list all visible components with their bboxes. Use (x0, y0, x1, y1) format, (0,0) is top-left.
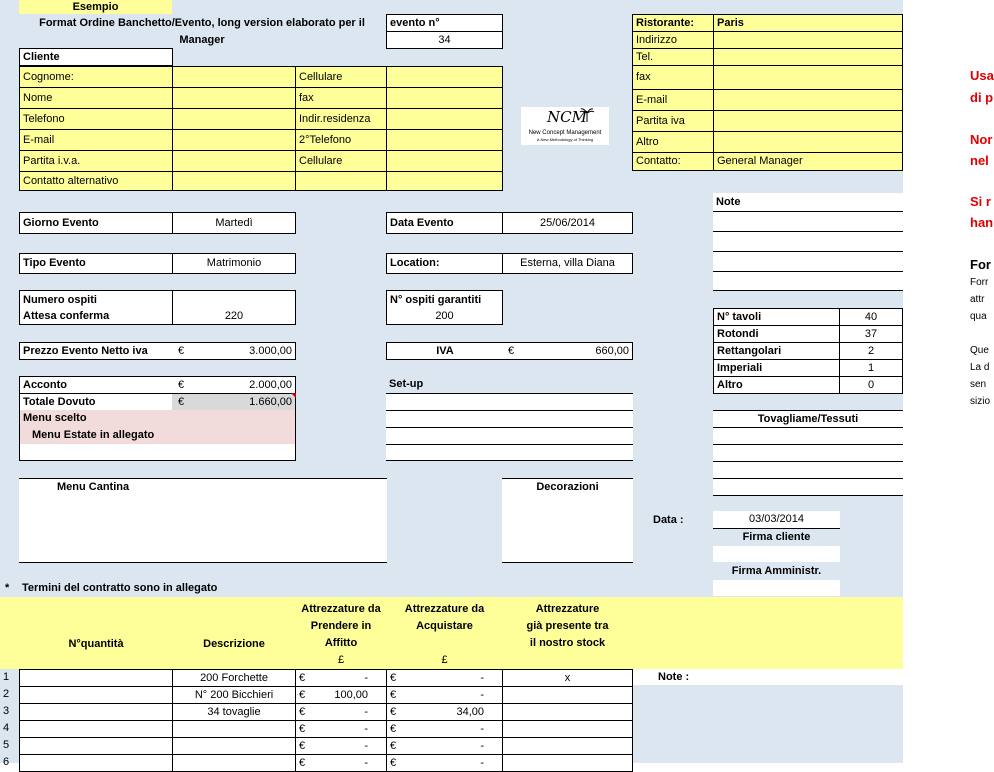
equipment-rent-pound: £ (337, 654, 345, 666)
notes-line[interactable] (713, 271, 903, 291)
linens-line[interactable] (713, 461, 903, 478)
deposit-label: Acconto (19, 376, 173, 394)
client-heading: Cliente (19, 48, 173, 66)
row-number: 1 (3, 671, 10, 683)
buy-amount[interactable]: - (403, 754, 503, 772)
deposit-currency: € (172, 376, 202, 394)
event-number-value[interactable]: 34 (386, 31, 503, 49)
setup-line[interactable] (386, 393, 633, 410)
pending-value[interactable]: 220 (172, 308, 296, 325)
quantity-cell[interactable] (19, 720, 173, 738)
tables-imperial-value[interactable]: 1 (839, 359, 903, 377)
contact-label: Contatto: (632, 152, 714, 171)
address-label: Indirizzo (632, 31, 714, 49)
guaranteed-value[interactable]: 200 (386, 308, 503, 325)
menu-chosen-extra[interactable] (172, 410, 296, 428)
net-price-currency: € (172, 342, 202, 360)
total-due-label: Totale Dovuto (19, 393, 173, 411)
rent-amount[interactable]: - (312, 737, 387, 755)
setup-line[interactable] (386, 444, 633, 461)
email-label: E-mail (632, 89, 714, 111)
title-line2: Manager (179, 34, 225, 46)
palm-icon (579, 108, 595, 122)
rent-currency[interactable]: € (295, 686, 313, 704)
net-price-label: Prezzo Evento Netto iva (19, 342, 173, 360)
client-phone-value[interactable] (172, 108, 296, 130)
setup-line[interactable] (386, 410, 633, 427)
notes-line[interactable] (713, 211, 903, 231)
rent-amount[interactable]: - (312, 703, 387, 721)
decorations-line[interactable] (502, 495, 633, 512)
event-number-label: evento n° (386, 14, 503, 32)
quantity-cell[interactable] (19, 686, 173, 704)
event-day-value[interactable]: Martedì (172, 212, 296, 234)
buy-currency[interactable]: € (386, 737, 404, 755)
client-residence-label: Indir.residenza (295, 108, 387, 130)
menu-chosen-label: Menu scelto (19, 410, 173, 428)
equipment-notes-label: Note : (658, 671, 690, 683)
client-fax-value[interactable] (386, 87, 503, 109)
title-line1: Format Ordine Banchetto/Evento, long version elaborato per il (39, 17, 365, 29)
ncm-logo (521, 107, 609, 145)
rent-currency[interactable]: € (295, 754, 313, 772)
buy-amount[interactable]: - (403, 720, 503, 738)
total-due-currency: € (172, 393, 202, 411)
description-cell[interactable] (172, 737, 296, 755)
tables-rect-value[interactable]: 2 (839, 342, 903, 360)
wine-menu-line[interactable] (19, 545, 387, 563)
buy-currency[interactable]: € (386, 703, 404, 721)
admin-signature-label: Firma Amministr. (731, 565, 822, 577)
tables-other-value[interactable]: 0 (839, 376, 903, 394)
rent-amount[interactable]: 100,00 (312, 686, 387, 704)
fax-value[interactable] (713, 65, 903, 90)
signature-date-value[interactable]: 03/03/2014 (713, 511, 840, 529)
client-email-value[interactable] (172, 129, 296, 151)
tables-imperial-label: Imperiali (713, 359, 840, 377)
wine-menu-label: Menu Cantina (19, 478, 387, 496)
event-day-label: Giorno Evento (19, 212, 173, 234)
side-note-red: Nor (970, 132, 993, 147)
client-name-value[interactable] (172, 87, 296, 109)
client-alt-contact-extra[interactable] (295, 171, 387, 191)
side-note-red: Si r (970, 194, 991, 209)
equipment-col-qty: N°quantità (68, 638, 124, 650)
rent-amount[interactable]: - (312, 720, 387, 738)
linens-line[interactable] (713, 444, 903, 461)
location-label: Location: (386, 253, 503, 274)
iva-value[interactable]: 660,00 (531, 342, 633, 360)
decorations-line[interactable] (502, 511, 633, 529)
client-residence-value[interactable] (386, 108, 503, 130)
event-type-value[interactable]: Matrimonio (172, 253, 296, 274)
buy-amount[interactable]: - (403, 669, 503, 687)
client-mobile-value[interactable] (386, 66, 503, 88)
linens-line[interactable] (713, 478, 903, 496)
client-surname-value[interactable] (172, 66, 296, 88)
notes-label: Note (713, 193, 903, 211)
event-date-label: Data Evento (386, 212, 503, 234)
rent-currency[interactable]: € (295, 703, 313, 721)
linens-label: Tovagliame/Tessuti (713, 410, 903, 427)
admin-signature-field[interactable] (713, 580, 840, 596)
equipment-notes-area[interactable] (633, 685, 903, 763)
side-note-line: sen (970, 379, 987, 390)
row-number: 2 (3, 688, 10, 700)
client-email-label: E-mail (19, 129, 173, 151)
tables-round-label: Rotondi (713, 325, 840, 343)
tables-round-value[interactable]: 37 (839, 325, 903, 343)
client-alt-contact-value[interactable] (172, 171, 296, 191)
side-note-red: han (970, 215, 994, 230)
logo-letters: NCM (547, 108, 587, 126)
rent-amount[interactable]: - (312, 669, 387, 687)
client-name-label: Nome (19, 87, 173, 109)
iva-currency: € (502, 342, 532, 360)
client-fax-label: fax (295, 87, 387, 109)
client-alt-contact-extra2[interactable] (386, 171, 503, 191)
logo-line2: A New Methodology of Thinking (536, 137, 594, 142)
decorations-line[interactable] (502, 528, 633, 546)
stock-cell[interactable] (502, 703, 633, 721)
rent-amount[interactable]: - (312, 754, 387, 772)
linens-line[interactable] (713, 427, 903, 444)
setup-line[interactable] (386, 427, 633, 444)
equipment-buy-pound: £ (441, 654, 448, 666)
tables-total-label: N° tavoli (713, 308, 840, 326)
quantity-cell[interactable] (19, 754, 173, 772)
guaranteed-label: N° ospiti garantiti (386, 290, 503, 308)
net-price-value[interactable]: 3.000,00 (201, 342, 296, 360)
buy-currency[interactable]: € (386, 669, 404, 687)
buy-amount[interactable]: - (403, 737, 503, 755)
comment-indicator-icon (291, 393, 296, 398)
wine-menu-line[interactable] (19, 495, 387, 512)
side-note-line: La d (970, 362, 990, 373)
equipment-col-stock-1: Attrezzature (535, 603, 600, 615)
terms-asterisk: * (5, 582, 10, 594)
notes-line[interactable] (713, 251, 903, 271)
tel-value[interactable] (713, 48, 903, 66)
iva-label: IVA (386, 342, 503, 360)
row-number: 5 (3, 739, 10, 751)
row-number: 6 (3, 756, 10, 768)
fax-label: fax (632, 65, 714, 90)
restaurant-label: Ristorante: (632, 14, 714, 32)
vat-label: Partita iva (632, 110, 714, 132)
contact-value[interactable]: General Manager (713, 152, 903, 171)
equipment-col-rent-1: Attrezzature da (301, 603, 381, 615)
decorations-line[interactable] (502, 545, 633, 563)
client-alt-contact-label: Contatto alternativo (19, 171, 173, 191)
client-phone2-label: 2°Telefono (295, 129, 387, 151)
terms-text: Termini del contratto sono in allegato (22, 582, 218, 594)
vat-value[interactable] (713, 110, 903, 132)
equipment-col-buy-2: Acquistare (416, 620, 473, 632)
client-mobile-label: Cellulare (295, 66, 387, 88)
side-note-line: attr (970, 294, 985, 305)
client-vat-label: Partita i.v.a. (19, 150, 173, 172)
description-cell[interactable] (172, 720, 296, 738)
email-value[interactable] (713, 89, 903, 111)
guests-label: Numero ospiti (19, 290, 173, 308)
description-cell[interactable] (172, 754, 296, 772)
equipment-col-buy-1: Attrezzature da (404, 603, 485, 615)
equipment-col-desc: Descrizione (203, 638, 265, 650)
other-value[interactable] (713, 131, 903, 153)
total-due-value[interactable]: 1.660,00 (201, 393, 296, 411)
stock-cell[interactable] (502, 686, 633, 704)
pending-label: Attesa conferma (19, 308, 173, 325)
quantity-cell[interactable] (19, 737, 173, 755)
client-mobile2-value[interactable] (386, 150, 503, 172)
stock-cell[interactable] (502, 754, 633, 772)
tables-total-value[interactable]: 40 (839, 308, 903, 326)
signature-date-label: Data : (653, 514, 684, 526)
side-note-line: sizio (970, 396, 991, 407)
event-type-label: Tipo Evento (19, 253, 173, 274)
menu-chosen-value[interactable]: Menu Estate in allegato (19, 427, 296, 445)
client-surname-label: Cognome: (19, 66, 173, 88)
tables-rect-label: Rettangolari (713, 342, 840, 360)
client-signature-label: Firma cliente (742, 531, 811, 543)
stock-cell[interactable] (502, 720, 633, 738)
side-note-red: Usa (970, 68, 994, 83)
side-note-line: Forr (970, 277, 989, 288)
side-note-red: di p (970, 90, 994, 105)
notes-line[interactable] (713, 231, 903, 251)
side-note-line: qua (970, 311, 987, 322)
buy-amount[interactable]: - (403, 686, 503, 704)
setup-label: Set-up (389, 378, 424, 390)
wine-menu-line[interactable] (19, 528, 387, 546)
side-note-line: Que (970, 345, 989, 356)
equipment-col-rent-3: Affitto (324, 637, 358, 649)
stock-cell[interactable] (502, 737, 633, 755)
quantity-cell[interactable] (19, 669, 173, 687)
logo-line1: New Concept Management (528, 130, 602, 136)
row-number: 3 (3, 705, 10, 717)
example-label: Esempio (19, 0, 172, 14)
equipment-col-stock-3: il nostro stock (529, 637, 606, 649)
equipment-col-stock-2: già presente tra (526, 620, 609, 632)
menu-chosen-line[interactable] (19, 444, 296, 461)
side-note-bold: For (970, 257, 991, 272)
buy-amount[interactable]: 34,00 (403, 703, 503, 721)
buy-currency[interactable]: € (386, 686, 404, 704)
rent-currency[interactable]: € (295, 669, 313, 687)
client-signature-field[interactable] (713, 546, 840, 562)
restaurant-value[interactable]: Paris (713, 14, 903, 32)
client-phone2-value[interactable] (386, 129, 503, 151)
tables-other-label: Altro (713, 376, 840, 394)
description-cell[interactable]: N° 200 Bicchieri (172, 686, 296, 704)
tel-label: Tel. (632, 48, 714, 66)
buy-currency[interactable]: € (386, 754, 404, 772)
rent-currency[interactable]: € (295, 737, 313, 755)
deposit-value[interactable]: 2.000,00 (201, 376, 296, 394)
client-mobile2-label: Cellulare (295, 150, 387, 172)
rent-currency[interactable]: € (295, 720, 313, 738)
row-number: 4 (3, 722, 10, 734)
location-value[interactable]: Esterna, villa Diana (502, 253, 633, 274)
side-note-red: nel (970, 153, 989, 168)
event-date-value[interactable]: 25/06/2014 (502, 212, 633, 234)
equipment-col-rent-2: Prendere in (310, 620, 372, 632)
guests-value[interactable] (172, 290, 296, 308)
address-value[interactable] (713, 31, 903, 49)
client-vat-value[interactable] (172, 150, 296, 172)
description-cell[interactable]: 34 tovaglie (172, 703, 296, 721)
other-label: Altro (632, 131, 714, 153)
stock-cell[interactable]: x (502, 669, 633, 687)
client-phone-label: Telefono (19, 108, 173, 130)
decorations-label: Decorazioni (502, 478, 633, 496)
quantity-cell[interactable] (19, 703, 173, 721)
wine-menu-line[interactable] (19, 511, 387, 529)
description-cell[interactable]: 200 Forchette (172, 669, 296, 687)
buy-currency[interactable]: € (386, 720, 404, 738)
